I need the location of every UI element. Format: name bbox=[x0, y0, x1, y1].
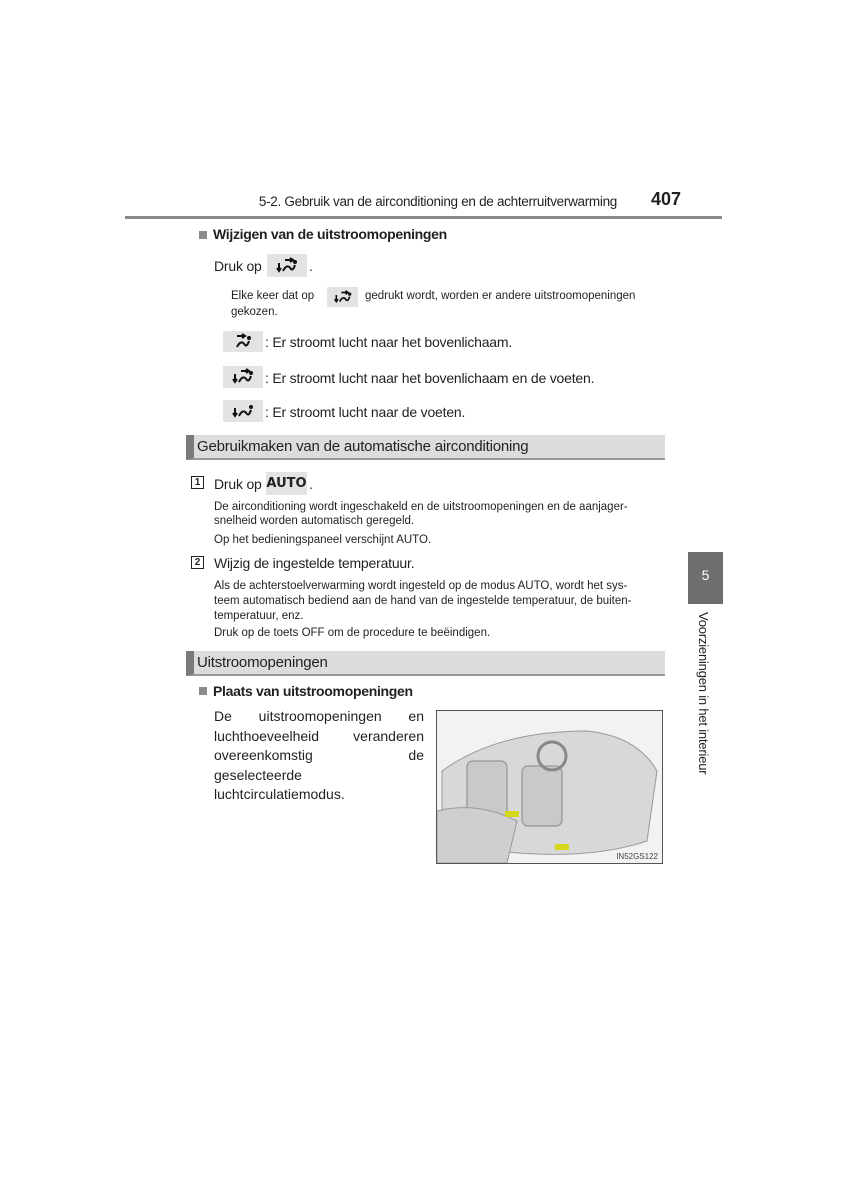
header-rule bbox=[125, 216, 722, 219]
mode-text: : Er stroomt lucht naar de voeten. bbox=[265, 404, 466, 420]
vent-mode-button-icon bbox=[267, 254, 307, 277]
step-number: 1 bbox=[191, 476, 204, 489]
square-bullet-icon bbox=[199, 687, 207, 695]
mode-text: : Er stroomt lucht naar het bovenlichaam. bbox=[265, 334, 513, 350]
body-text: De uitstroomopeningen en luchthoeveelheid veranderen overeenkomstig de geselecteerde luchtcirculatiemodus. bbox=[214, 708, 424, 802]
step-text: Druk op bbox=[214, 476, 262, 492]
vent-mode-inline-icon bbox=[327, 287, 358, 307]
face-vent-icon bbox=[223, 331, 263, 352]
subheading-vent-locations: Plaats van uitstroomopeningen bbox=[213, 683, 413, 699]
foot-vent-icon bbox=[223, 400, 263, 422]
para-text: Elke keer dat op bbox=[231, 290, 315, 302]
auto-button: AUTO bbox=[266, 472, 307, 495]
para-line: teem automatisch bediend aan de hand van de ingestelde temperatuur, de buiten- bbox=[214, 595, 632, 607]
square-bullet-icon bbox=[199, 231, 207, 239]
para-line: temperatuur, enz. bbox=[214, 610, 304, 622]
image-code: IN52GS122 bbox=[616, 852, 658, 861]
mode-text: : Er stroomt lucht naar het bovenlichaam en de voeten. bbox=[265, 370, 595, 386]
press-text: Druk op bbox=[214, 258, 262, 274]
para-text: gekozen. bbox=[231, 306, 278, 318]
chapter-tab: 5 bbox=[688, 552, 723, 604]
step-text: Wijzig de ingestelde temperatuur. bbox=[214, 555, 415, 571]
para-line: snelheid worden automatisch geregeld. bbox=[214, 515, 415, 527]
step-number: 2 bbox=[191, 556, 204, 569]
bi-level-vent-icon bbox=[223, 366, 263, 388]
para-line: Als de achterstoelverwarming wordt ingesteld op de modus AUTO, wordt het sys- bbox=[214, 580, 628, 592]
section-auto-ac: Gebruikmaken van de automatische airconditioning bbox=[186, 435, 665, 460]
para-line: De airconditioning wordt ingeschakeld en de uitstroomopeningen en de aanjager- bbox=[214, 501, 628, 513]
period: . bbox=[309, 476, 313, 492]
chapter-title: 5-2. Gebruik van de airconditioning en de achterruitverwarming bbox=[258, 194, 617, 209]
period: . bbox=[309, 258, 313, 274]
para-line: Op het bedieningspaneel verschijnt AUTO. bbox=[214, 534, 432, 546]
para-line: Druk op de toets OFF om de procedure te beëindigen. bbox=[214, 627, 491, 639]
car-interior-illustration bbox=[436, 710, 663, 864]
page-number: 407 bbox=[651, 189, 682, 209]
subheading-change-vents: Wijzigen van de uitstroomopeningen bbox=[213, 226, 447, 242]
section-vents: Uitstroomopeningen bbox=[186, 651, 665, 676]
chapter-tab-label: Voorzieningen in het interieur bbox=[696, 612, 711, 775]
para-text: gedrukt wordt, worden er andere uitstroomopeningen bbox=[365, 290, 636, 302]
